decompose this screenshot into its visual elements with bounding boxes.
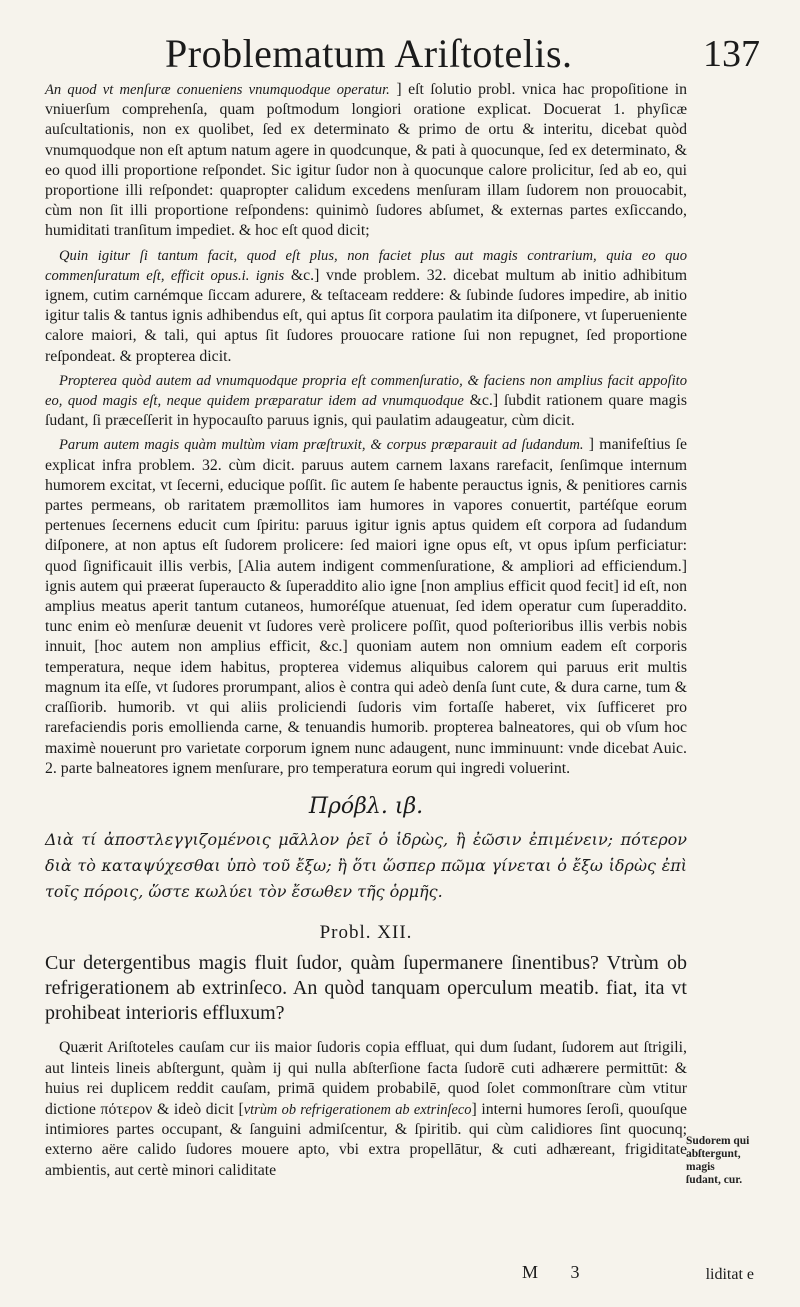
problem-heading: Probl. XII.	[319, 922, 413, 944]
text-body	[45, 80, 687, 1181]
commentary-paragraph-1	[45, 80, 687, 242]
page-number: 137	[703, 33, 760, 75]
commentary-text-4: ] manifeſtius ſe explicat infra problem. 32. cùm dicit. paruus autem carnem laxans rarefacit, ſenſimque internum humorem excitat, vt ſecerni, educique poſſit. ſic autem ſe habente perauctus ignis, & penitiores carnis partes permeans, ob raritatem præmollitos iam humores in vapores conuertit, partéſque eorum pertenues ſecernens educit cum ſpiritu: paruus igitur ignis aptus quidem eſt corpora ad ſudandum diſponere, at non aptus eſt ſudorem prolicere: ſed maiori igne opus eſt, vt opus ipſum perficiatur: quod ſignificauit illis verbis, [Alia autem indigent commenſuratione, & ampliori ad efficiendum.] ignis autem qui præerat ſuperaucto & ſuperaddito alio igne [non amplius efficit quod fecit] id eſt, non amplius meatus aperit tantum cutaneos, humoréſque atuenuat, ſed idem operatur cum ſuperaddito. tunc enim eò menſuræ deuenit vt ſudores verè prolicere poſſit, quod poſterioribus illis verbis nobis innuit, [hoc autem non amplius efficit, &c.] quoniam autem non omnium eadem eſt corporis temperatura, neque idem habitus, propterea videmus aliquibus calorem qui paruus erit multis magnum ita eſſe, vt ſudores prorumpant, alios è contra qui adeò denſa ſunt cute, & dura carne, tum & craſſiorib. humorib. vt qui aliis proliciendi ſudoris vim fortaſſe haberet, vix ſufficeret pro rarefaciendis poris emollienda carne, & tenuandis humorib. propterea balneatores, qui ob vſum hoc maximè nouerunt pro varietate corporum ignem nunc adaugent, nunc imminuunt: vnde dicebat Auic. 2. parte balneatores ignem menſurare, pro temperatura eorum qui ingredi voluerint.	[45, 436, 688, 777]
problem-question: Cur detergentibus magis fluit ſudor, quàm ſupermanere ſinentibus? Vtrùm ob refrigerationem ab extrinſeco. An quòd tanquam operculum meatib. fiat, ita vt prohibeat interioris effluxum?	[45, 952, 687, 1025]
commentary-text-2: &c.] vnde problem. 32. dicebat multum ab initio adhibitum ignem, cutim carnémque ſiccam adurere, & teſtaceam reddere: & ſubinde ſudores impedire, ab initio igitur talis & tantus ignis adhibendus eſt, qui aptus ſit corpora paulatim ita diſponere, vt ſuperueniente calore maiori, & tali, qui aptus ſit ſudores prouocare ratione ſui non repugnet, ſed proportione reſpondeat. & propterea dicit.	[45, 266, 687, 365]
discussion-lemma: vtrùm ob refrigerationem ab extrinſeco	[243, 1101, 472, 1118]
lemma-4: Parum autem magis quàm multùm viam præſtruxit, & corpus præparauit ad ſudandum.	[59, 437, 584, 454]
greek-problem-heading: Πρόβλ. ιβ.	[308, 793, 424, 819]
discussion-text-b: ] interni humores ſeroſi, quouſque intimiores partes occupant, & ſanguini admiſcentur, & ſpiritib. qui cùm calidiores ſint quocunq; externo aëre calido ſudores mouere apto, vbi extra propellātur, & cuti adhæreant, frigiditate ambientis, aut certè minori caliditate	[45, 1100, 688, 1179]
lemma-2: Quin igitur ſi tantum facit, quod eſt plus, non faciet plus aut magis contrarium, quia eo quo commenſuratum eſt, efficit opus.i. ignis	[45, 247, 687, 284]
discussion-text-a: Quærit Ariſtoteles cauſam cur iis maior ſudoris copia effluat, qui dum ſudant, ſudorem aut ſtrigili, aut linteis lineis abſtergunt, quàm ij qui nulla abſterſione facta ſudorē cuti adhærere permittūt: & huius rei duplicem reddit cauſam, primā quidem probabilē, quod ſolet commonſtrare cùm vtitur dictione πότερον & ideò dicit [	[45, 1039, 687, 1118]
marginal-note: Sudorem qui abſtergunt, magis ſudant, cur.	[686, 1135, 750, 1186]
commentary-paragraph-3	[45, 371, 687, 432]
lemma-3: Propterea quòd autem ad vnumquodque propria eſt commenſuratio, & faciens non amplius facit appoſito eo, quod magis eſt, neque quidem præparatur idem ad vnumquodque	[45, 372, 687, 410]
commentary-paragraph-2	[45, 246, 687, 367]
lemma-1: An quod vt menſuræ conueniens vnumquodque operatur.	[45, 82, 390, 98]
commentary-text-3: &c.] ſubdit rationem quare magis ſudant, ſi præceſſerit in hypocauſto paruus ignis, qui paulatim adaugeatur, cùm dicit.	[45, 392, 687, 430]
signature-mark: M 3	[522, 1262, 594, 1282]
catchword: liditat e	[705, 1266, 754, 1283]
running-head	[165, 30, 760, 78]
greek-problem-text: Διὰ τί ἀποστλεγγιζομένοις μᾶλλον ῥεῖ ὁ ἱδρὼς, ἢ ἐῶσιν ἐπιμένειν; πότερον διὰ τὸ καταψύχεσθαι ὑπὸ τοῦ ἔξω; ἢ ὅτι ὥσπερ πῶμα γίνεται ὁ ἔξω ἱδρὼς ἐπὶ τοῖς πόροις, ὥστε κωλύει τὸν ἔσωθεν τῆς ὁρμῆς.	[45, 830, 687, 902]
running-head-title: Problematum Ariſtotelis.	[165, 31, 573, 76]
problem-discussion	[45, 1038, 687, 1181]
commentary-paragraph-4	[45, 435, 687, 778]
commentary-text-1: ] eſt ſolutio probl. vnica hac propoſitione in vniuerſum comprehenſa, quam poſtmodum longiori oratione explicat. Docuerat 1. phyſicæ auſcultationis, non ex quolibet, ſed ex determinato & primo de ortu & interitu, dicebat quòd vnumquodque non eſt aptum natum agere in quodcunque, & pati à quocunque, ſed ex determinato, & eo quod illi proportione reſpondet. Sic igitur ſudor non à quocunque calore prolicitur, ſed ab eo, qui proportione illi reſpondet: quapropter calidum excedens menſuram illam ſudorem non prouocabit, cùm non ſit illi proportione reſpondens: quinimò ſudores abſumet, & externas partes exſiccando, humiditati tranſitum impediet. & hoc eſt quod dicit;	[45, 81, 688, 240]
